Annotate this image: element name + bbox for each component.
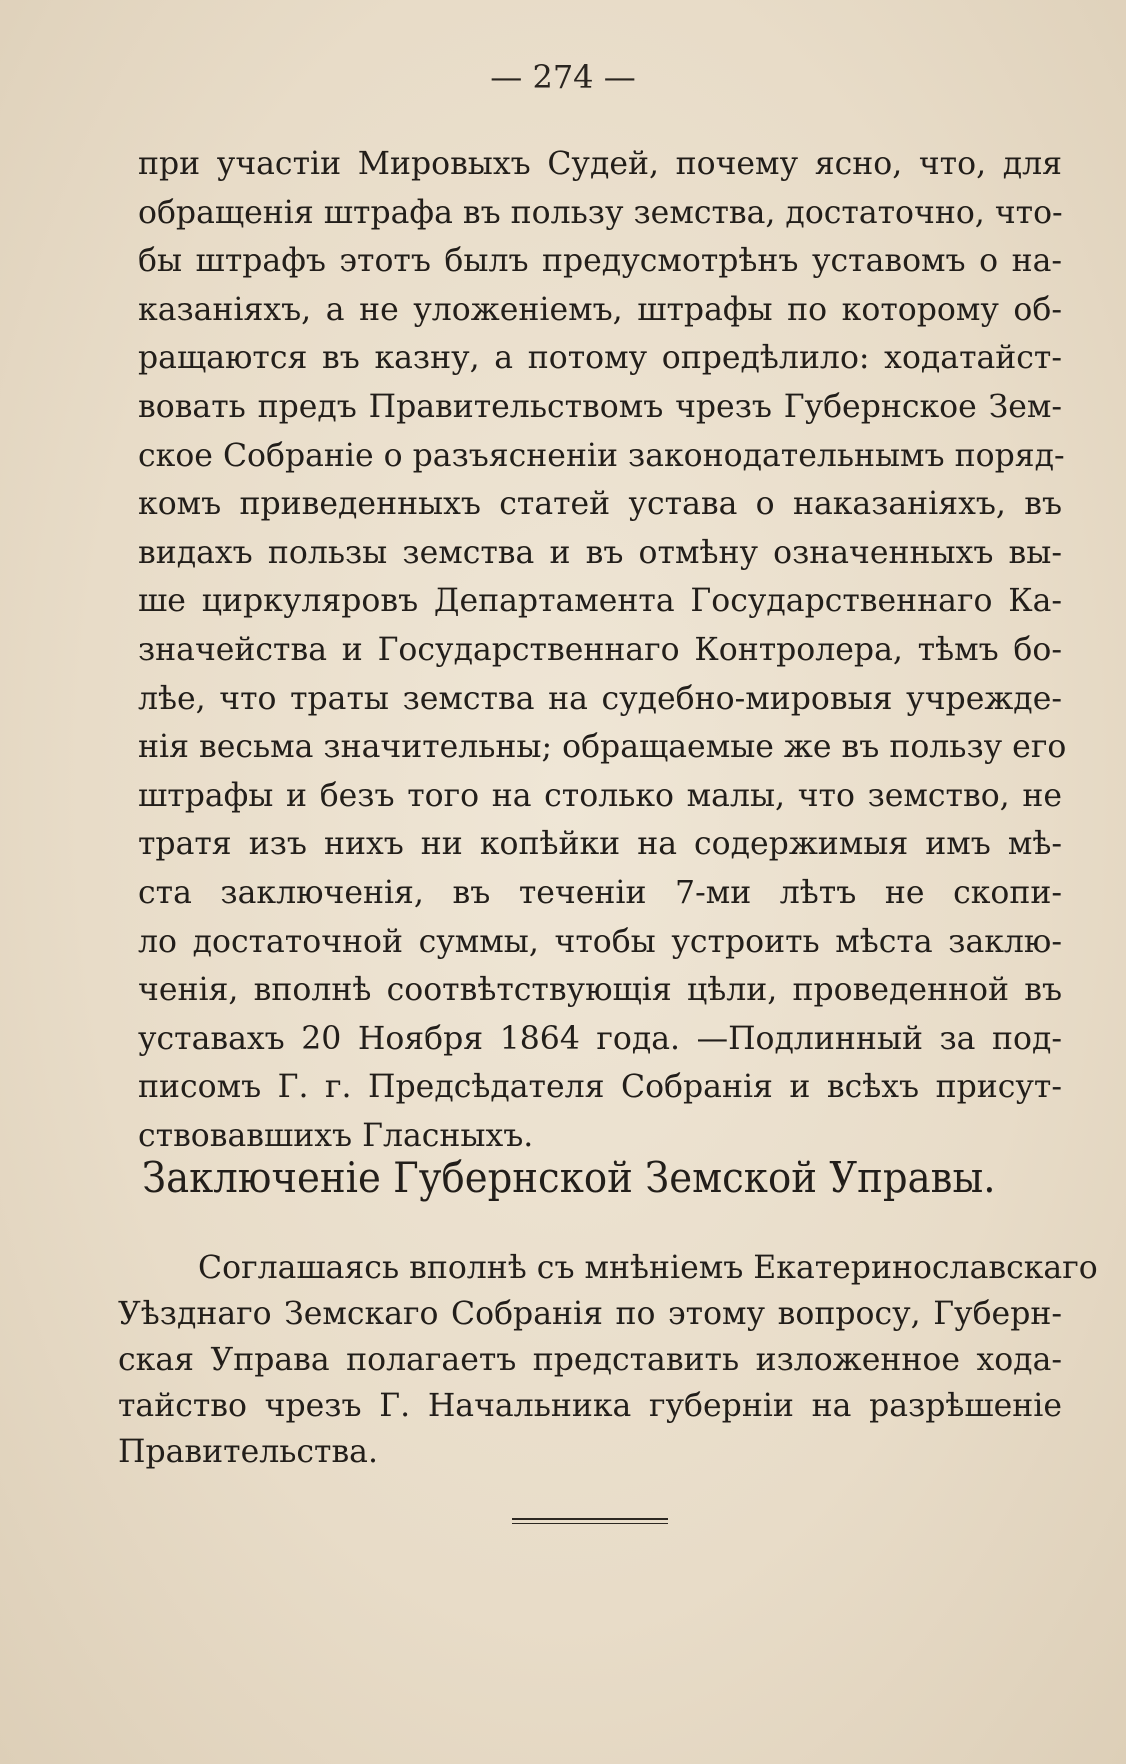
text-line: Соглашаясь вполнѣ съ мнѣніемъ Екатеринославскаго <box>198 1250 1098 1286</box>
page-number: — 274 — <box>490 58 636 96</box>
text-line: тайство чрезъ Г. Начальника губерніи на разрѣшеніе <box>118 1388 1062 1424</box>
text-line: казаніяхъ, а не уложеніемъ, штрафы по которому об- <box>138 291 1062 328</box>
text-line: тратя изъ нихъ ни копѣйки на содержимыя имъ мѣ- <box>138 826 1062 863</box>
text-line: штрафы и безъ того на столько малы, что земство, не <box>138 777 1062 814</box>
text-line: писомъ Г. г. Предсѣдателя Собранія и всѣхъ присут- <box>138 1069 1062 1106</box>
section-heading: Заключеніе Губернской Земской Управы. <box>142 1153 996 1202</box>
text-line: ская Управа полагаетъ представить изложенное хода- <box>118 1342 1062 1378</box>
text-line: ше циркуляровъ Департамента Государственнаго Ка- <box>138 583 1062 620</box>
conclusion-paragraph <box>118 1245 1098 1475</box>
text-line: бы штрафъ этотъ былъ предусмотрѣнъ уставомъ о на- <box>138 243 1062 280</box>
text-line: ло достаточной суммы, чтобы устроить мѣста заклю- <box>138 923 1062 960</box>
text-line: ствовавшихъ Гласныхъ. <box>138 1117 534 1154</box>
text-line: ста заключенія, въ теченіи 7-ми лѣтъ не скопи- <box>138 874 1062 911</box>
text-line: при участіи Мировыхъ Судей, почему ясно, что, для <box>138 146 1062 182</box>
text-line: обращенія штрафа въ пользу земства, достаточно, что- <box>138 194 1063 231</box>
text-line: ращаются въ казну, а потому опредѣлило: ходатайст- <box>138 340 1062 377</box>
text-line: лѣе, что траты земства на судебно-мировыя учрежде- <box>138 680 1062 717</box>
text-line: видахъ пользы земства и въ отмѣну означенныхъ вы- <box>138 534 1062 571</box>
text-line: значейства и Государственнаго Контролера, тѣмъ бо- <box>138 631 1062 668</box>
text-line: ченія, вполнѣ соотвѣтствующія цѣли, проведенной въ <box>138 972 1062 1009</box>
text-line: ское Собраніе о разъясненіи законодательнымъ поряд- <box>138 437 1065 474</box>
text-line: Уѣзднаго Земскаго Собранія по этому вопросу, Губерн- <box>118 1296 1062 1332</box>
main-paragraph <box>138 140 1067 1160</box>
text-line: комъ приведенныхъ статей устава о наказаніяхъ, въ <box>138 486 1062 523</box>
text-line: нія весьма значительны; обращаемые же въ пользу его <box>138 729 1067 766</box>
text-line: Правительства. <box>118 1434 378 1470</box>
text-line: уставахъ 20 Ноября 1864 года. —Подлинный за под- <box>138 1020 1062 1057</box>
text-line: вовать предъ Правительствомъ чрезъ Губернское Зем- <box>138 388 1062 425</box>
closing-rule <box>512 1518 668 1524</box>
